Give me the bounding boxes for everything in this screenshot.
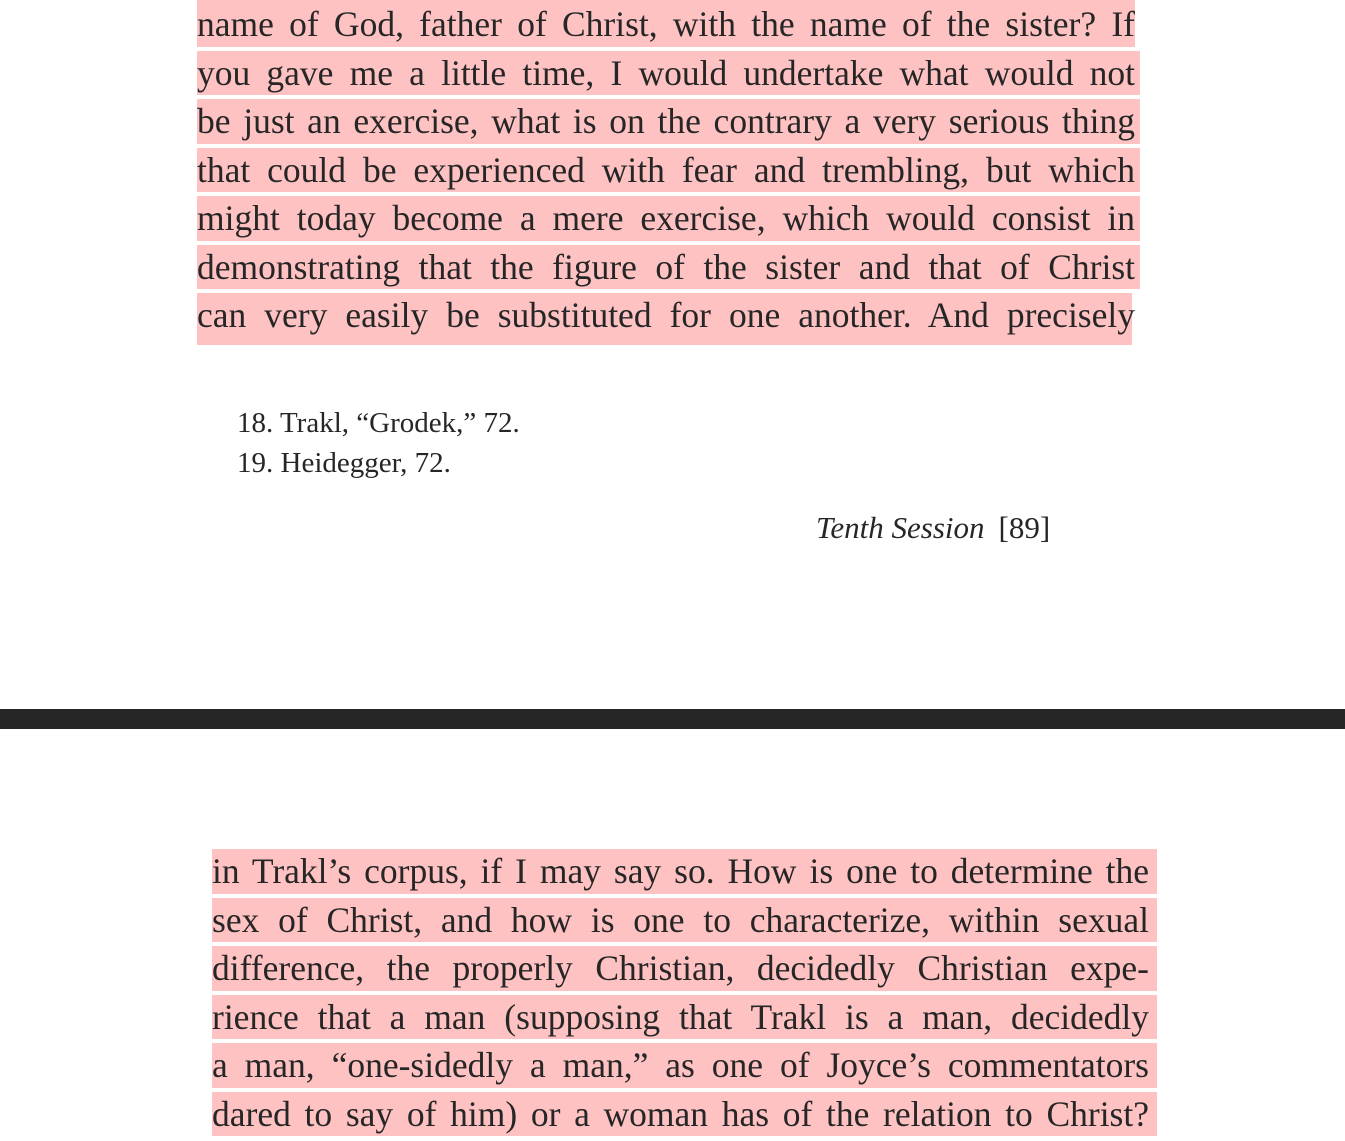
page-number: [89]: [998, 510, 1051, 545]
footnote-19[interactable]: 19. Heidegger, 72.: [237, 447, 451, 479]
text-line[interactable]: that could be experienced with fear and trembling, but which: [197, 146, 1135, 195]
running-head-title: Tenth Session: [816, 510, 985, 545]
text-line[interactable]: demonstrating that the figure of the sister and that of Christ: [197, 243, 1135, 292]
text-line[interactable]: be just an exercise, what is on the contrary a very serious thing: [197, 97, 1135, 146]
text-line[interactable]: a man, “one-sidedly a man,” as one of Joyce’s commentators: [212, 1041, 1149, 1090]
text-line[interactable]: in Trakl’s corpus, if I may say so. How is one to determine the: [212, 847, 1149, 896]
running-head: [816, 506, 1050, 550]
text-line[interactable]: name of God, father of Christ, with the name of the sister? If: [197, 0, 1135, 49]
text-line[interactable]: sex of Christ, and how is one to characterize, within sexual: [212, 896, 1149, 945]
highlighted-passage-bottom[interactable]: [212, 847, 1149, 1138]
text-line[interactable]: difference, the properly Christian, decidedly Christian expe-: [212, 944, 1149, 993]
footnote-18[interactable]: 18. Trakl, “Grodek,” 72.: [237, 407, 520, 439]
text-line[interactable]: dared to say of him) or a woman has of the relation to Christ?: [212, 1090, 1149, 1139]
text-line[interactable]: can very easily be substituted for one another. And precisely: [197, 291, 1135, 340]
text-line[interactable]: rience that a man (supposing that Trakl is a man, decidedly: [212, 993, 1149, 1042]
text-line[interactable]: you gave me a little time, I would undertake what would not: [197, 49, 1135, 98]
text-line[interactable]: might today become a mere exercise, which would consist in: [197, 194, 1135, 243]
bottom-page: [0, 729, 1345, 1141]
page-divider: [0, 709, 1345, 729]
footnotes: [237, 403, 520, 483]
highlighted-passage-top[interactable]: [197, 0, 1135, 340]
